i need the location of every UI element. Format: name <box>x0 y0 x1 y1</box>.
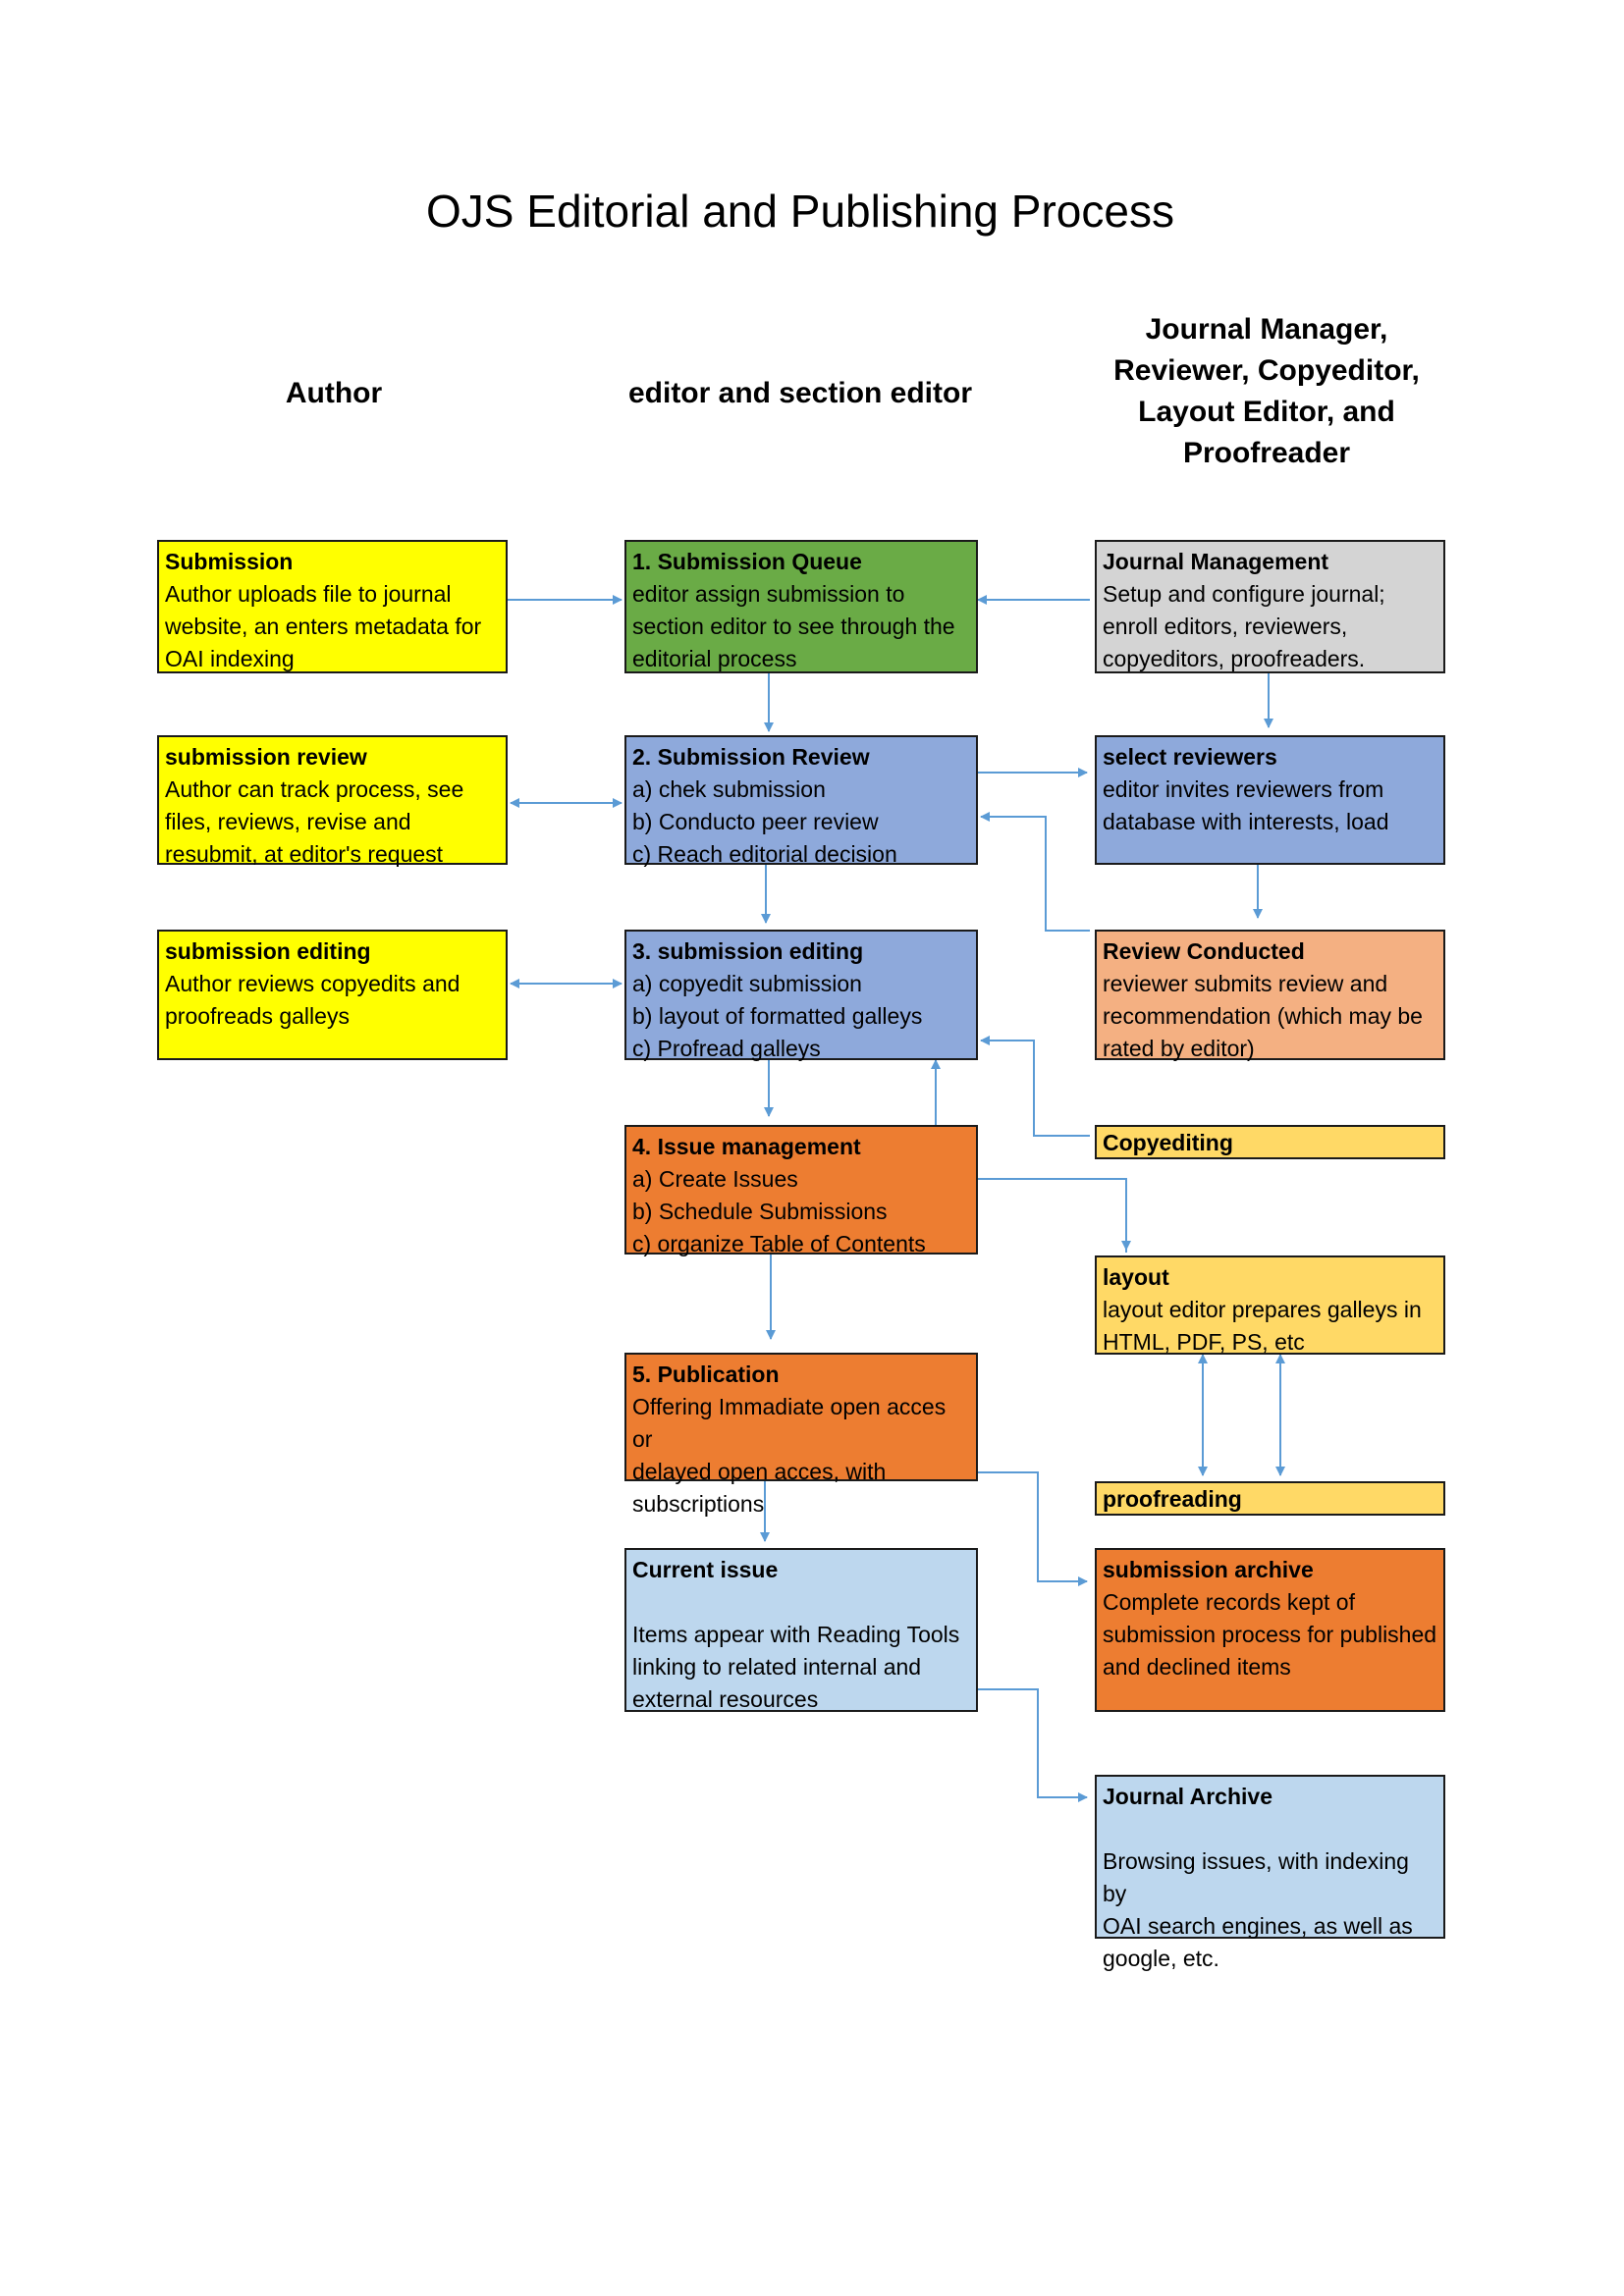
column-header-manager-line: Layout Editor, and <box>1138 396 1395 428</box>
box-line: c) Reach editorial decision <box>632 841 897 867</box>
box-line: a) chek submission <box>632 776 826 802</box>
box-line: external resources <box>632 1686 819 1712</box>
box-title: Journal Archive <box>1103 1784 1272 1809</box>
box-title: Review Conducted <box>1103 938 1305 964</box>
box-line: b) layout of formatted galleys <box>632 1003 923 1029</box>
box-title: select reviewers <box>1103 744 1277 770</box>
box-title: 5. Publication <box>632 1362 780 1387</box>
box-line: files, reviews, revise and <box>165 809 411 834</box>
column-header-editor: editor and section editor <box>627 377 973 409</box>
arrow-current-to-journal-archive <box>978 1689 1087 1797</box>
box-line: enroll editors, reviewers, <box>1103 614 1348 639</box>
box-line: recommendation (which may be <box>1103 1003 1423 1029</box>
box-spacer <box>632 1586 970 1619</box>
box-line: Offering Immadiate open acces or <box>632 1394 947 1452</box>
box-copyediting <box>1095 1125 1445 1159</box>
box-line: proofreads galleys <box>165 1003 350 1029</box>
box-title: 2. Submission Review <box>632 744 870 770</box>
box-line: editorial process <box>632 646 797 671</box>
box-title: Submission <box>165 549 294 574</box>
box-line: b) Schedule Submissions <box>632 1199 888 1224</box>
box-layout <box>1095 1255 1445 1355</box>
box-line: OAI search engines, as well as <box>1103 1913 1413 1939</box>
box-line: rated by editor) <box>1103 1036 1255 1061</box>
box-line: Browsing issues, with indexing by <box>1103 1848 1409 1906</box>
box-line: a) Create Issues <box>632 1166 798 1192</box>
arrow-conducted-to-review <box>981 817 1090 931</box>
box-title: submission review <box>165 744 367 770</box>
box-line: and declined items <box>1103 1654 1291 1680</box>
box-issue-management <box>624 1125 978 1255</box>
box-line: submission process for published <box>1103 1622 1437 1647</box>
box-title: Journal Management <box>1103 549 1329 574</box>
box-title: submission editing <box>165 938 371 964</box>
box-line: OAI indexing <box>165 646 295 671</box>
column-header-manager-line: Reviewer, Copyeditor, <box>1113 354 1420 387</box>
box-line: delayed open acces, with <box>632 1459 887 1484</box>
arrow-publication-to-archive <box>978 1472 1087 1581</box>
box-line: b) Conducto peer review <box>632 809 879 834</box>
box-line: Setup and configure journal; <box>1103 581 1385 607</box>
box-line: resubmit, at editor's request <box>165 841 444 867</box>
page-title: OJS Editorial and Publishing Process <box>426 186 1174 237</box>
box-line: google, etc. <box>1103 1946 1219 1971</box>
box-line: Items appear with Reading Tools <box>632 1622 960 1647</box>
box-line: a) copyedit submission <box>632 971 862 996</box>
box-line: editor invites reviewers from <box>1103 776 1384 802</box>
box-review-conducted <box>1095 930 1445 1060</box>
box-line: c) Profread galleys <box>632 1036 821 1061</box>
box-title: Current issue <box>632 1557 779 1582</box>
box-title: submission archive <box>1103 1557 1314 1582</box>
box-title: 1. Submission Queue <box>632 549 862 574</box>
column-header-manager-line: Proofreader <box>1182 437 1351 469</box>
box-submission-review-author <box>157 735 508 865</box>
box-line: website, an enters metadata for <box>165 614 482 639</box>
box-publication <box>624 1353 978 1517</box>
box-line: layout editor prepares galleys in <box>1103 1297 1422 1322</box>
box-line: reviewer submits review and <box>1103 971 1388 996</box>
box-line: HTML, PDF, PS, etc <box>1103 1329 1305 1355</box>
box-line: c) organize Table of Contents <box>632 1231 926 1256</box>
box-line: copyeditors, proofreaders. <box>1103 646 1366 671</box>
box-submission <box>157 540 508 673</box>
arrow-copyediting-editing-two-way <box>981 1041 1090 1136</box>
box-spacer <box>1103 1813 1437 1845</box>
box-submission-archive <box>1095 1548 1445 1712</box>
box-submission-queue <box>624 540 978 673</box>
column-header-author: Author <box>285 377 383 409</box>
box-line: Author reviews copyedits and <box>165 971 460 996</box>
box-submission-editing-author <box>157 930 508 1060</box>
box-submission-editing <box>624 930 978 1060</box>
box-line: subscriptions <box>632 1491 765 1517</box>
box-title: proofreading <box>1103 1486 1242 1512</box>
box-title: 3. submission editing <box>632 938 864 964</box>
box-title: layout <box>1103 1264 1169 1290</box>
box-submission-review <box>624 735 978 865</box>
box-line: database with interests, load <box>1103 809 1389 834</box>
box-journal-archive <box>1095 1775 1445 1971</box>
box-proofreading <box>1095 1481 1445 1516</box>
box-title: 4. Issue management <box>632 1134 861 1159</box>
box-line: section editor to see through the <box>632 614 955 639</box>
column-header-manager-line: Journal Manager, <box>1145 313 1388 346</box>
box-title: Copyediting <box>1103 1130 1233 1155</box>
box-select-reviewers <box>1095 735 1445 865</box>
box-line: Complete records kept of <box>1103 1589 1355 1615</box>
box-line: linking to related internal and <box>632 1654 922 1680</box>
box-line: editor assign submission to <box>632 581 905 607</box>
box-current-issue <box>624 1548 978 1712</box>
box-line: Author uploads file to journal <box>165 581 452 607</box>
box-journal-management <box>1095 540 1445 673</box>
box-line: Author can track process, see <box>165 776 464 802</box>
